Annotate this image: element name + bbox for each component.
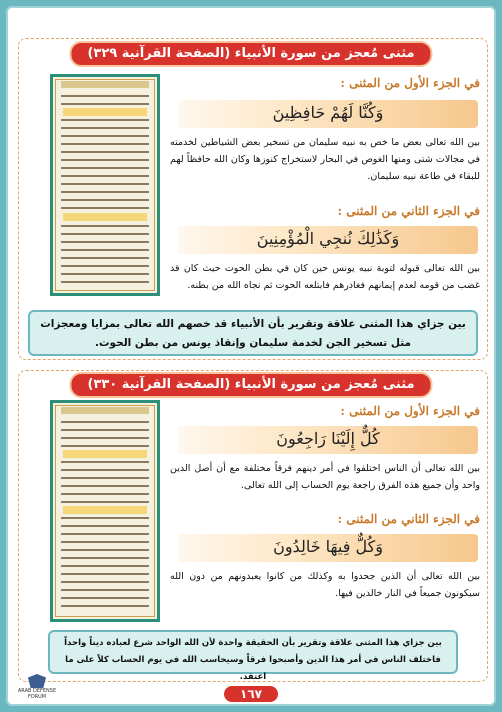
section-330-part2-title: في الجزء الثاني من المثنى : bbox=[337, 512, 480, 526]
section-329-summary: بين جزاي هذا المثنى علاقة وتقرير بأن الأنبياء قد خصهم الله تعالى بمزايا ومعجزات مثل تسخير الجن لخدمة سليمان وإنقاذ يونس من بطن الحوت. bbox=[28, 310, 478, 356]
section-329-text2: بين الله تعالى قبوله لتوبة نبيه يونس حين كان في بطن الحوت حيث كان قد غضب من قومه لعدم إيمانهم فغادرهم فابتلعه الحوت ثم نجاه الله من بطنه. bbox=[170, 263, 480, 291]
section-329-verse1: وَكُنَّا لَهُمْ حَافِظِينَ bbox=[272, 103, 384, 122]
section-329-verse2-box bbox=[178, 226, 478, 254]
section-330-summary-line2: فاختلف الناس في أمر هذا الدين وأصبحوا فرقاً وسيحاسب الله في يوم الحساب كلاً على ما اعتقد. bbox=[65, 655, 441, 682]
section-330-verse1: كُلٌّ إِلَيْنَا رَاجِعُونَ bbox=[276, 429, 380, 448]
section-330-text2: بين الله تعالى أن الذين جحدوا به وكذلك من كانوا يعبدونهم من دون الله سيكونون جميعاً في النار خالدين فيها. bbox=[170, 571, 480, 599]
page-number: ١٦٧ bbox=[224, 686, 278, 702]
section-329-verse2: وَكَذَٰلِكَ نُنجِي الْمُؤْمِنِينَ bbox=[256, 229, 400, 248]
section-330-verse2-box bbox=[178, 534, 478, 562]
page bbox=[6, 6, 496, 706]
section-330-verse2: وَكُلٌّ فِيهَا خَالِدُونَ bbox=[273, 537, 383, 556]
section-329-text1: بين الله تعالى بعض ما خص به نبيه سليمان من تسخير بعض الشياطين لخدمته في مجالات شتى ومنها الغوص في البحار لاستخراج كنوزها وكان الله حافظاً لهم للبقاء في طاعة نبيه سليمان. bbox=[170, 137, 480, 182]
section-330-verse1-box bbox=[178, 426, 478, 454]
section-329-part2-title: في الجزء الثاني من المثنى : bbox=[337, 204, 480, 218]
arab-defense-forum-logo bbox=[12, 674, 62, 702]
shield-icon bbox=[28, 674, 46, 688]
section-330-part1-title: في الجزء الأول من المثنى : bbox=[340, 404, 480, 418]
section-329-banner: مثنى مُعجز من سورة الأنبياء (الصفحة القرآنية ٣٢٩) bbox=[69, 41, 432, 67]
logo-text: ARAB DEFENSE FORUM bbox=[17, 688, 57, 700]
section-329-verse1-box bbox=[178, 100, 478, 128]
section-330-summary-line1: بين جزاي هذا المثنى علاقة وتقرير بأن الحقيقة واحدة لأن الله الواحد شرع لعباده ديناً واحداً bbox=[64, 638, 442, 648]
section-330-summary bbox=[48, 630, 458, 682]
mushaf-page-329-image bbox=[50, 74, 160, 296]
section-329-part1-title: في الجزء الأول من المثنى : bbox=[340, 76, 480, 90]
mushaf-page-330-image bbox=[50, 400, 160, 622]
section-330-banner: مثنى مُعجز من سورة الأنبياء (الصفحة القرآنية ٣٣٠) bbox=[69, 372, 432, 398]
section-330-text1: بين الله تعالى أن الناس اختلفوا في أمر دينهم فرقاً مختلفة مع أن أصل الدين واحد وأن جميع هذه الفرق راجعة يوم الحساب إلى الله تعالى. bbox=[170, 463, 480, 491]
